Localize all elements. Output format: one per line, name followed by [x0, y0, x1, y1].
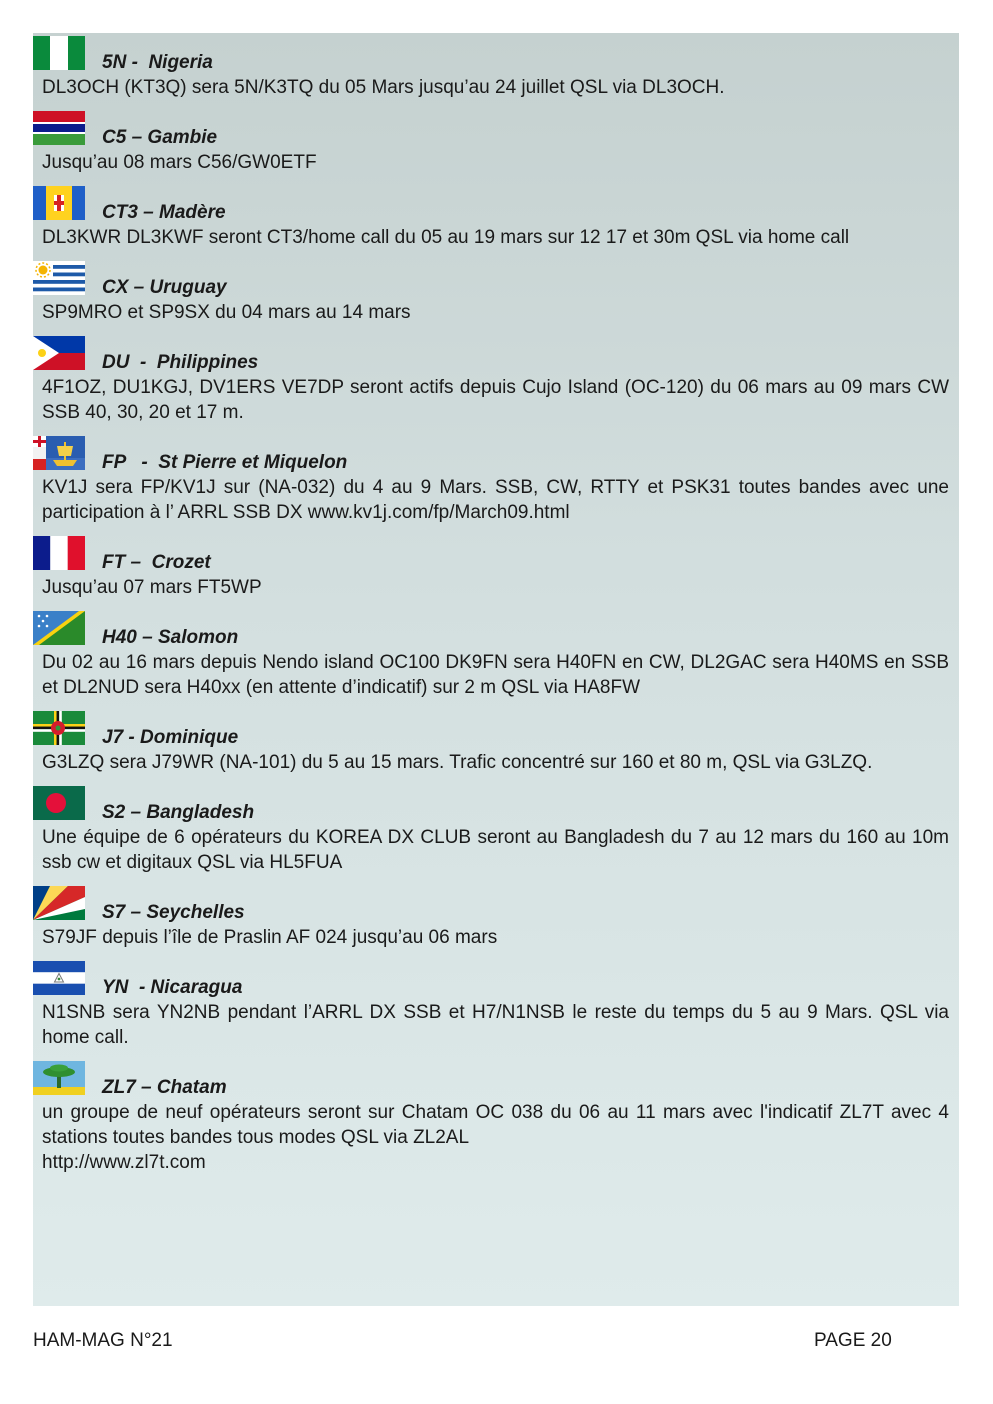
entry-heading: YN - Nicaragua: [102, 977, 243, 998]
entry-body: [42, 1100, 949, 1175]
entry-heading: DU - Philippines: [102, 352, 259, 373]
entry-heading: CT3 – Madère: [102, 202, 226, 223]
entry-heading: 5N - Nigeria: [102, 52, 213, 73]
seychelles-flag-icon: [33, 886, 85, 920]
nicaragua-flag-icon: [33, 961, 85, 995]
entry-body: KV1J sera FP/KV1J sur (NA-032) du 4 au 9 Mars. SSB, CW, RTTY et PSK31 toutes bandes avec une participation à l’ ARRL SSB DX www.kv1j.com/fp/March09.html: [42, 477, 949, 523]
entry-body: DL3KWR DL3KWF seront CT3/home call du 05 au 19 mars sur 12 17 et 30m QSL via home call: [42, 227, 850, 248]
entry-body: N1SNB sera YN2NB pendant l’ARRL DX SSB et H7/N1NSB le reste du temps du 5 au 9 Mars. QSL via home call.: [42, 1002, 949, 1048]
nigeria-flag-icon: [33, 36, 85, 70]
entry-heading: S2 – Bangladesh: [102, 802, 255, 823]
entry-body: Jusqu’au 08 mars C56/GW0ETF: [42, 152, 317, 173]
entry-link[interactable]: http://www.zl7t.com: [42, 1152, 206, 1173]
magazine-issue: HAM-MAG N°21: [33, 1330, 173, 1351]
chatham-flag-icon: [33, 1061, 85, 1095]
page-number: PAGE 20: [814, 1330, 892, 1351]
gambia-flag-icon: [33, 111, 85, 145]
entry-heading: H40 – Salomon: [102, 627, 239, 648]
entry-body: G3LZQ sera J79WR (NA-101) du 5 au 15 mars. Trafic concentré sur 160 et 80 m, QSL via G3LZQ.: [42, 752, 873, 773]
entry-heading: FT – Crozet: [102, 552, 211, 573]
madeira-flag-icon: [33, 186, 85, 220]
entry-heading: J7 - Dominique: [102, 727, 239, 748]
entry-body: DL3OCH (KT3Q) sera 5N/K3TQ du 05 Mars jusqu’au 24 juillet QSL via DL3OCH.: [42, 77, 725, 98]
entry-body: S79JF depuis l’île de Praslin AF 024 jusqu’au 06 mars: [42, 927, 498, 948]
dx-news-panel: [33, 33, 959, 1306]
saint-pierre-flag-icon: [33, 436, 85, 470]
france-flag-icon: [33, 536, 85, 570]
bangladesh-flag-icon: [33, 786, 85, 820]
entry-heading: FP - St Pierre et Miquelon: [102, 452, 348, 473]
entry-body: 4F1OZ, DU1KGJ, DV1ERS VE7DP seront actifs depuis Cujo Island (OC-120) du 06 mars au 09 mars CW SSB 40, 30, 20 et 17 m.: [42, 377, 949, 423]
solomon-flag-icon: [33, 611, 85, 645]
entry-body: Du 02 au 16 mars depuis Nendo island OC100 DK9FN sera H40FN en CW, DL2GAC sera H40MS en SSB et DL2NUD sera H40xx (en attente d’indicatif) sur 2 m QSL via HA8FW: [42, 652, 949, 698]
entry-body-text: un groupe de neuf opérateurs seront sur Chatam OC 038 du 06 au 11 mars avec l'indicatif ZL7T avec 4 stations toutes bandes tous modes QSL via ZL2AL: [42, 1102, 949, 1148]
entry-heading: S7 – Seychelles: [102, 902, 245, 923]
uruguay-flag-icon: [33, 261, 85, 295]
entry-heading: CX – Uruguay: [102, 277, 227, 298]
entry-heading: C5 – Gambie: [102, 127, 218, 148]
philippines-flag-icon: [33, 336, 85, 370]
entry-body: SP9MRO et SP9SX du 04 mars au 14 mars: [42, 302, 411, 323]
entry-body: Jusqu’au 07 mars FT5WP: [42, 577, 262, 598]
dominica-flag-icon: [33, 711, 85, 745]
entry-body: Une équipe de 6 opérateurs du KOREA DX CLUB seront au Bangladesh du 7 au 12 mars du 160 au 10m ssb cw et digitaux QSL via HL5FUA: [42, 827, 949, 873]
entry-heading: ZL7 – Chatam: [102, 1077, 227, 1098]
